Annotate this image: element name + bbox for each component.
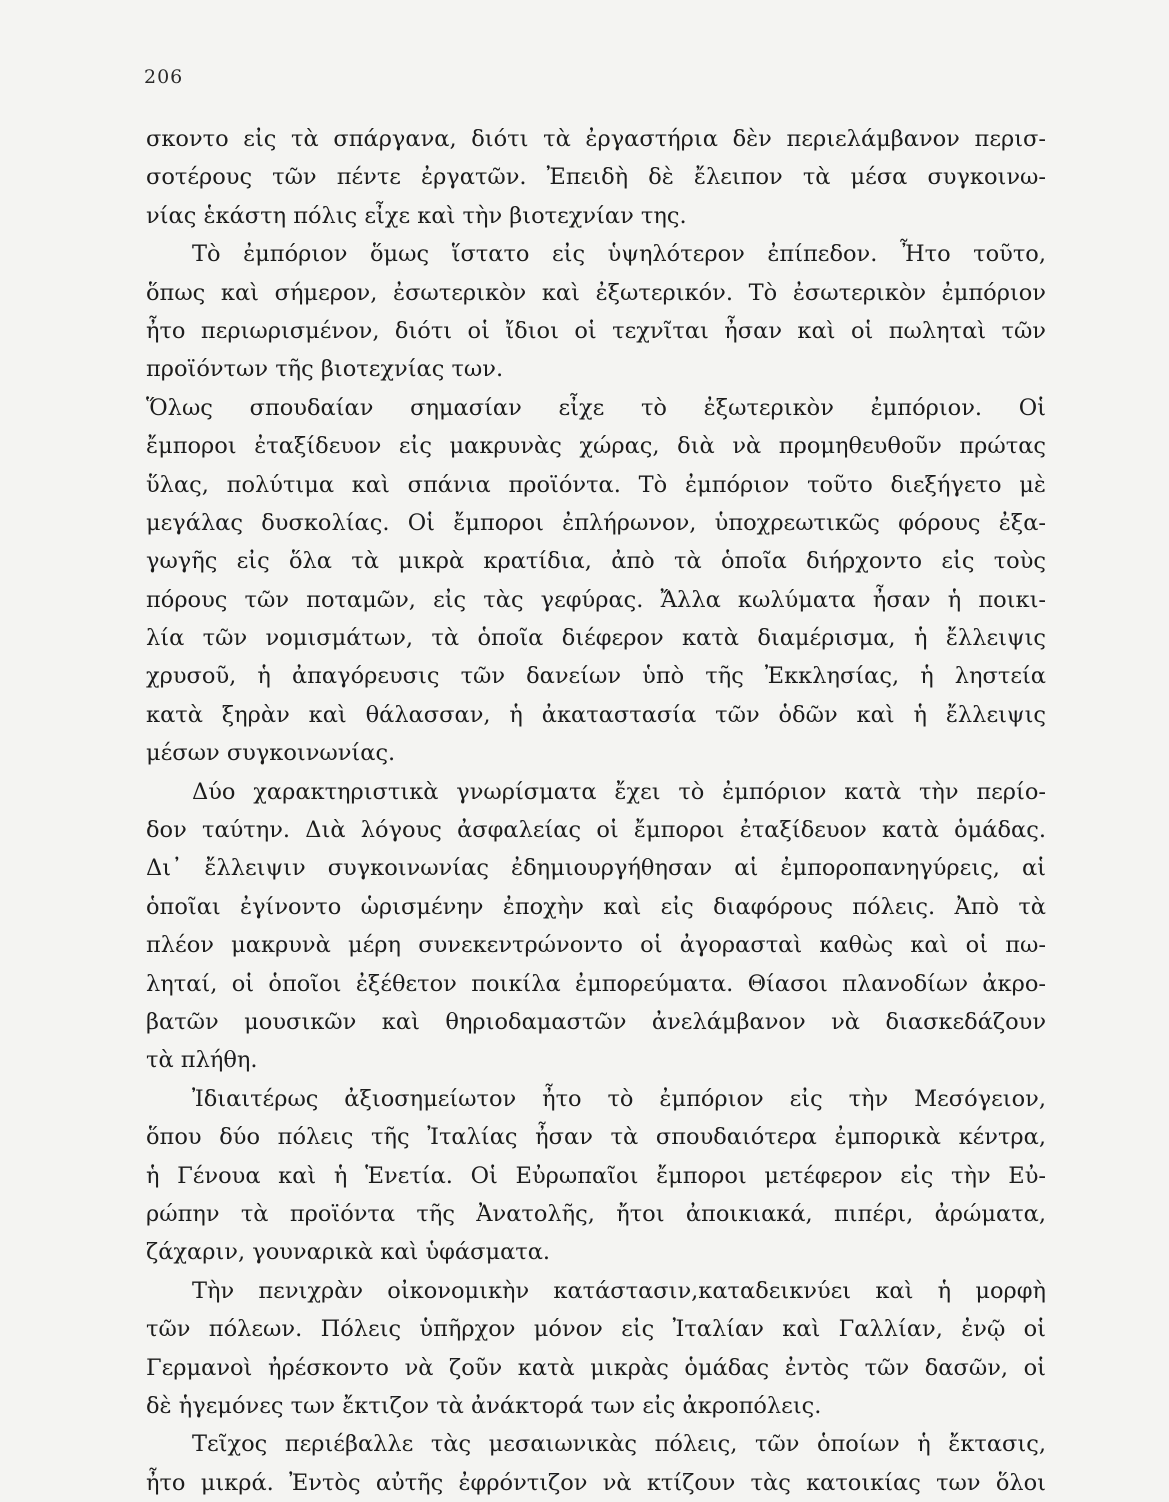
text-line: ζάχαριν, γουναρικὰ καὶ ὑφάσματα.	[146, 1239, 551, 1266]
text-line: δον ταύτην. Διὰ λόγους ἀσφαλείας οἱ ἔμποροι ἐταξίδευον κατὰ ὁμάδας.	[146, 817, 1046, 844]
text-line: ὅπου δύο πόλεις τῆς Ἰταλίας ἦσαν τὰ σπουδαιότερα ἐμπορικὰ κέντρα,	[146, 1124, 1046, 1151]
text-line: μέσων συγκοινωνίας.	[146, 740, 396, 767]
text-line: ἔμποροι ἐταξίδευον εἰς μακρυνὰς χώρας, διὰ νὰ προμηθευθοῦν πρώτας	[146, 433, 1046, 460]
text-line: μεγάλας δυσκολίας. Οἱ ἔμποροι ἐπλήρωνον, ὑποχρεωτικῶς φόρους ἐξα-	[146, 509, 1046, 536]
text-line: Ὅλως σπουδαίαν σημασίαν εἶχε τὸ ἐξωτερικὸν ἐμπόριον. Οἱ	[146, 394, 1046, 421]
text-line: γωγῆς εἰς ὅλα τὰ μικρὰ κρατίδια, ἀπὸ τὰ ὁποῖα διήρχοντο εἰς τοὺς	[146, 548, 1046, 575]
text-line: ὁποῖαι ἐγίνοντο ὡρισμένην ἐποχὴν καὶ εἰς διαφόρους πόλεις. Ἀπὸ τὰ	[146, 893, 1046, 920]
text-line: κατὰ ξηρὰν καὶ θάλασσαν, ἡ ἀκαταστασία τῶν ὁδῶν καὶ ἡ ἔλλειψις	[146, 701, 1046, 728]
text-line: σκοντο εἰς τὰ σπάργανα, διότι τὰ ἐργαστήρια δὲν περιελάμβανον περισ-	[146, 126, 1046, 152]
text-line: βατῶν μουσικῶν καὶ θηριοδαμαστῶν ἀνελάμβανον νὰ διασκεδάζουν	[146, 1008, 1046, 1035]
text-line: τὰ πλήθη.	[146, 1047, 258, 1074]
text-line: Τὴν πενιχρὰν οἰκονομικὴν κατάστασιν,καταδεικνύει καὶ ἡ μορφὴ	[192, 1277, 1046, 1304]
text-line: χρυσοῦ, ἡ ἀπαγόρευσις τῶν δανείων ὑπὸ τῆς Ἐκκλησίας, ἡ ληστεία	[146, 663, 1046, 690]
text-line: Ἰδιαιτέρως ἀξιοσημείωτον ἦτο τὸ ἐμπόριον εἰς τὴν Μεσόγειον,	[192, 1085, 1046, 1112]
text-line: ὅπως καὶ σήμερον, ἐσωτερικὸν καὶ ἐξωτερικόν. Τὸ ἐσωτερικὸν ἐμπόριον	[146, 279, 1046, 306]
text-line: ἦτο περιωρισμένον, διότι οἱ ἴδιοι οἱ τεχνῖται ἦσαν καὶ οἱ πωληταὶ τῶν	[146, 317, 1046, 344]
text-line: ληταί, οἱ ὁποῖοι ἐξέθετον ποικίλα ἐμπορεύματα. Θίασοι πλανοδίων ἀκρο-	[146, 970, 1046, 997]
text-line: δὲ ἡγεμόνες των ἔκτιζον τὰ ἀνάκτορά των εἰς ἀκροπόλεις.	[146, 1392, 822, 1419]
body-text	[146, 120, 1046, 1502]
text-line: σοτέρους τῶν πέντε ἐργατῶν. Ἐπειδὴ δὲ ἔλειπον τὰ μέσα συγκοινω-	[146, 164, 1046, 191]
text-line: ἡ Γένουα καὶ ἡ Ἑνετία. Οἱ Εὐρωπαῖοι ἔμποροι μετέφερον εἰς τὴν Εὐ-	[146, 1162, 1046, 1189]
text-line: ὕλας, πολύτιμα καὶ σπάνια προϊόντα. Τὸ ἐμπόριον τοῦτο διεξήγετο μὲ	[146, 471, 1046, 498]
text-line: πλέον μακρυνὰ μέρη συνεκεντρώνοντο οἱ ἀγορασταὶ καθὼς καὶ οἱ πω-	[146, 932, 1046, 959]
text-line: τῶν πόλεων. Πόλεις ὑπῆρχον μόνον εἰς Ἰταλίαν καὶ Γαλλίαν, ἐνῷ οἱ	[146, 1316, 1046, 1343]
text-line: Τὸ ἐμπόριον ὅμως ἵστατο εἰς ὑψηλότερον ἐπίπεδον. Ἦτο τοῦτο,	[192, 241, 1046, 268]
text-line: Γερμανοὶ ἠρέσκοντο νὰ ζοῦν κατὰ μικρὰς ὁμάδας ἐντὸς τῶν δασῶν, οἱ	[146, 1354, 1046, 1381]
text-line: λία τῶν νομισμάτων, τὰ ὁποῖα διέφερον κατὰ διαμέρισμα, ἡ ἔλλειψις	[146, 625, 1046, 652]
text-line: ἦτο μικρά. Ἐντὸς αὐτῆς ἐφρόντιζον νὰ κτίζουν τὰς κατοικίας των ὅλοι	[146, 1469, 1046, 1496]
text-line: πόρους τῶν ποταμῶν, εἰς τὰς γεφύρας. Ἄλλα κωλύματα ἦσαν ἡ ποικι-	[146, 586, 1046, 613]
text-line: νίας ἑκάστη πόλις εἶχε καὶ τὴν βιοτεχνίαν της.	[146, 202, 687, 229]
text-line: ρώπην τὰ προϊόντα τῆς Ἀνατολῆς, ἤτοι ἀποικιακά, πιπέρι, ἀρώματα,	[146, 1200, 1046, 1227]
text-line: προϊόντων τῆς βιοτεχνίας των.	[146, 356, 504, 383]
text-line: Τεῖχος περιέβαλλε τὰς μεσαιωνικὰς πόλεις, τῶν ὁποίων ἡ ἔκτασις,	[192, 1431, 1046, 1458]
page-number: 206	[144, 66, 184, 88]
text-line: Δι᾽ ἔλλειψιν συγκοινωνίας ἐδημιουργήθησαν αἱ ἐμποροπανηγύρεις, αἱ	[146, 855, 1046, 882]
text-line: Δύο χαρακτηριστικὰ γνωρίσματα ἔχει τὸ ἐμπόριον κατὰ τὴν περίο-	[192, 778, 1046, 805]
